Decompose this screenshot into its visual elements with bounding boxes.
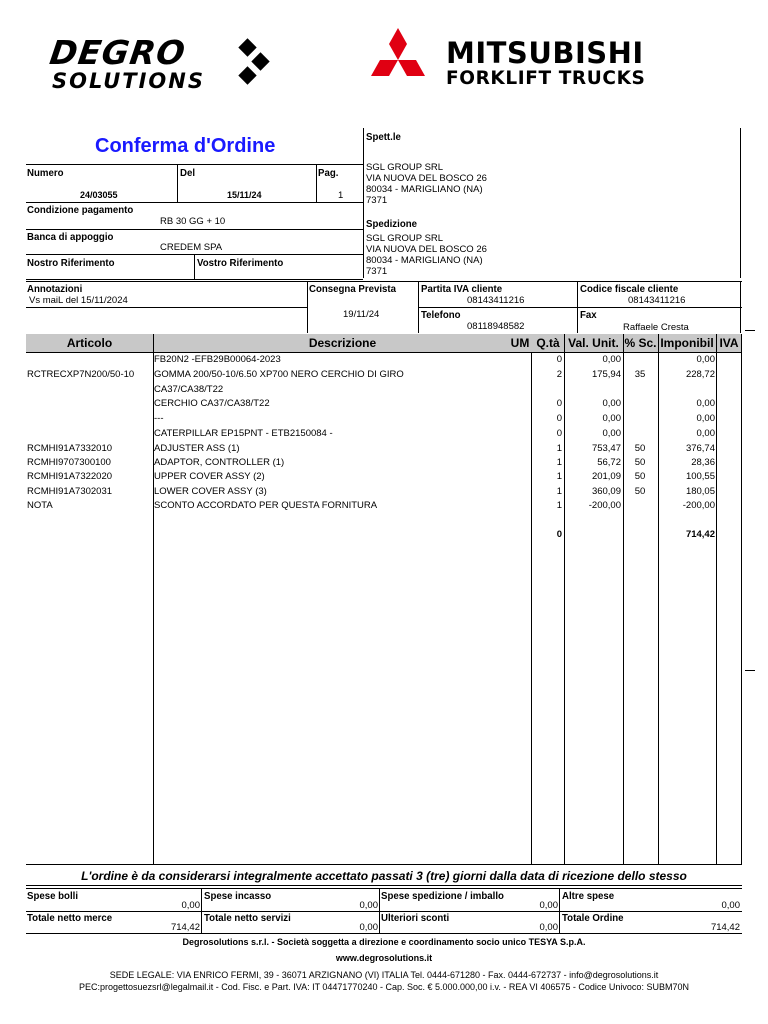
col-imponibile: Imponibil	[660, 336, 714, 350]
condizione-label: Condizione pagamento	[27, 204, 134, 216]
row-articolo: RCMHI91A7302031	[27, 486, 113, 497]
spese-incasso-value: 0,00	[359, 900, 378, 911]
degro-logo-line1: DEGRO	[47, 33, 189, 72]
row-imponibile: 228,72	[685, 369, 715, 380]
row-imponibile: 0,00	[696, 413, 715, 424]
telefono-value: 08118948582	[467, 321, 525, 332]
mitsubishi-logo-line2: FORKLIFT TRUCKS	[446, 68, 646, 89]
row-qta: 1	[556, 457, 562, 468]
row-qta: 0	[556, 398, 562, 409]
numero-value: 24/03055	[80, 190, 118, 200]
row-qta: 0	[556, 413, 562, 424]
row-qta: 1	[556, 486, 562, 497]
cf-value: 08143411216	[628, 295, 686, 306]
col-um: UM	[510, 336, 530, 350]
row-val-unit: 360,09	[591, 486, 621, 497]
row-val-unit: 201,09	[591, 471, 621, 482]
telefono-label: Telefono	[421, 309, 461, 321]
address-line: SGL GROUP SRL	[366, 162, 444, 173]
footer-sede: SEDE LEGALE: VIA ENRICO FERMI, 39 - 36071 ARZIGNANO (VI) ITALIA Tel. 0444-671280 - Fax. 0444-672737 - info@degrosolutions.it	[109, 970, 659, 980]
row-imponibile: -200,00	[682, 500, 715, 511]
vostro-riferimento-label: Vostro Riferimento	[197, 257, 284, 269]
row-val-unit: 0,00	[602, 398, 621, 409]
row-descrizione: ADJUSTER ASS (1)	[154, 443, 240, 454]
totale-ordine-label: Totale Ordine	[562, 912, 624, 924]
altre-spese-value: 0,00	[721, 900, 740, 911]
consegna-value: 19/11/24	[343, 309, 380, 320]
ulteriori-sconti-label: Ulteriori sconti	[381, 912, 450, 924]
row-articolo: RCMHI9707300100	[27, 457, 111, 468]
nostro-riferimento-label: Nostro Riferimento	[27, 257, 115, 269]
address-line: VIA NUOVA DEL BOSCO 26	[366, 173, 487, 184]
row-qta: 1	[556, 471, 562, 482]
row-qta: 0	[556, 354, 562, 365]
cf-label: Codice fiscale cliente	[580, 283, 679, 295]
row-sconto: 50	[634, 457, 646, 468]
document-title: Conferma d'Ordine	[95, 135, 276, 157]
col-sconto: % Sc.	[624, 336, 657, 350]
totale-merce-label: Totale netto merce	[27, 912, 113, 924]
degro-logo-line2: SOLUTIONS	[52, 69, 205, 93]
totale-servizi-label: Totale netto servizi	[204, 912, 291, 924]
footer-company: Degrosolutions s.r.l. - Società soggetta a direzione e coordinamento socio unico TESYA S.p.A.	[182, 937, 586, 947]
row-articolo: RCTRECXP7N200/50-10	[27, 369, 135, 380]
row-val-unit: 175,94	[591, 369, 621, 380]
address-line: 80034 - MARIGLIANO (NA)	[366, 255, 483, 266]
spett-address	[366, 162, 487, 206]
col-articolo: Articolo	[66, 336, 113, 350]
piva-value: 08143411216	[467, 295, 525, 306]
address-line: 7371	[366, 266, 388, 277]
banca-value: CREDEM SPA	[160, 242, 223, 253]
row-articolo: NOTA	[27, 500, 53, 511]
ulteriori-sconti-value: 0,00	[539, 922, 558, 933]
row-sconto: 35	[634, 369, 646, 380]
degro-logo	[30, 30, 280, 105]
spett-label: Spett.le	[366, 131, 401, 143]
row-qta: 1	[556, 443, 562, 454]
row-imponibile: 28,36	[691, 457, 715, 468]
row-descrizione: ---	[154, 413, 164, 424]
three-diamonds-icon	[360, 26, 436, 90]
row-imponibile: 100,55	[685, 471, 715, 482]
row-val-unit: 0,00	[602, 413, 621, 424]
row-qta: 1	[556, 500, 562, 511]
pag-value: 1	[338, 190, 344, 201]
condizione-value: RB 30 GG + 10	[160, 216, 226, 227]
banca-label: Banca di appoggio	[27, 231, 114, 243]
spese-spedizione-label: Spese spedizione / imballo	[381, 890, 504, 902]
altre-spese-label: Altre spese	[562, 890, 615, 902]
row-imponibile: 376,74	[685, 443, 715, 454]
fax-label: Fax	[580, 309, 597, 321]
row-articolo: RCMHI91A7322020	[27, 471, 113, 482]
row-val-unit: 753,47	[591, 443, 621, 454]
spese-incasso-label: Spese incasso	[204, 890, 272, 902]
col-descrizione: Descrizione	[308, 336, 377, 350]
spese-spedizione-value: 0,00	[539, 900, 558, 911]
row-imponibile: 0,00	[696, 398, 715, 409]
pag-label: Pag.	[318, 167, 339, 179]
row-descrizione: UPPER COVER ASSY (2)	[154, 471, 265, 482]
row-descrizione: CATERPILLAR EP15PNT - ETB2150084 -	[154, 428, 333, 439]
mitsubishi-logo	[360, 26, 740, 96]
row-qta: 2	[556, 369, 562, 380]
footer-website: www.degrosolutions.it	[335, 953, 433, 963]
del-label: Del	[180, 167, 196, 179]
row-descrizione: CERCHIO CA37/CA38/T22	[154, 398, 270, 409]
row-imponibile: 0,00	[696, 428, 715, 439]
row-descrizione: GOMMA 200/50-10/6.50 XP700 NERO CERCHIO DI GIRO	[154, 369, 404, 380]
spese-bolli-value: 0,00	[181, 900, 200, 911]
fax-contact: Raffaele Cresta	[623, 322, 689, 333]
spese-bolli-label: Spese bolli	[27, 890, 79, 902]
totale-servizi-value: 0,00	[359, 922, 378, 933]
row-val-unit: -200,00	[588, 500, 621, 511]
row-descrizione: SCONTO ACCORDATO PER QUESTA FORNITURA	[154, 500, 378, 511]
row-descrizione: CA37/CA38/T22	[154, 384, 224, 395]
col-iva: IVA	[719, 336, 739, 350]
row-descrizione: LOWER COVER ASSY (3)	[154, 486, 267, 497]
address-line: SGL GROUP SRL	[366, 233, 444, 244]
row-val-unit: 0,00	[602, 428, 621, 439]
row-sconto: 50	[634, 486, 646, 497]
row-descrizione: FB20N2 -EFB29B00064-2023	[154, 354, 281, 365]
spedizione-label: Spedizione	[366, 218, 418, 230]
row-sconto: 50	[634, 443, 646, 454]
row-val-unit: 0,00	[602, 354, 621, 365]
numero-label: Numero	[27, 167, 64, 179]
totale-merce-value: 714,42	[170, 922, 200, 933]
address-line: 80034 - MARIGLIANO (NA)	[366, 184, 483, 195]
total-qta: 0	[556, 529, 562, 540]
annotazioni-label: Annotazioni	[27, 283, 83, 295]
address-line: VIA NUOVA DEL BOSCO 26	[366, 244, 487, 255]
mitsubishi-logo-line1: MITSUBISHI	[446, 36, 644, 70]
consegna-label: Consegna Prevista	[309, 283, 396, 295]
footer-pec: PEC:progettosuezsrl@legalmail.it - Cod. Fisc. e Part. IVA: IT 04471770240 - Cap. Soc. € 5.000.000,00 i.v. - REA VI 406575 - Codice Univoco: SUBM70N	[79, 982, 689, 992]
row-descrizione: ADAPTOR, CONTROLLER (1)	[154, 457, 285, 468]
row-qta: 0	[556, 428, 562, 439]
row-val-unit: 56,72	[597, 457, 621, 468]
totale-ordine-value: 714,42	[710, 922, 740, 933]
annotazioni-value: Vs maiL del 15/11/2024	[29, 295, 128, 306]
spedizione-address	[366, 233, 487, 277]
acceptance-notice: L'ordine è da considerarsi integralmente accettato passati 3 (tre) giorni dalla data di ricezione dello stesso	[81, 869, 687, 883]
total-imponibile: 714,42	[685, 529, 715, 540]
address-line: 7371	[366, 195, 388, 206]
row-sconto: 50	[634, 471, 646, 482]
degro-diamonds-icon	[230, 38, 272, 88]
row-imponibile: 0,00	[696, 354, 715, 365]
piva-label: Partita IVA cliente	[421, 283, 503, 295]
row-imponibile: 180,05	[685, 486, 715, 497]
col-qta: Q.tà	[536, 336, 560, 350]
del-value: 15/11/24	[227, 190, 262, 200]
col-val-unit: Val. Unit.	[568, 336, 619, 350]
row-articolo: RCMHI91A7332010	[27, 443, 113, 454]
